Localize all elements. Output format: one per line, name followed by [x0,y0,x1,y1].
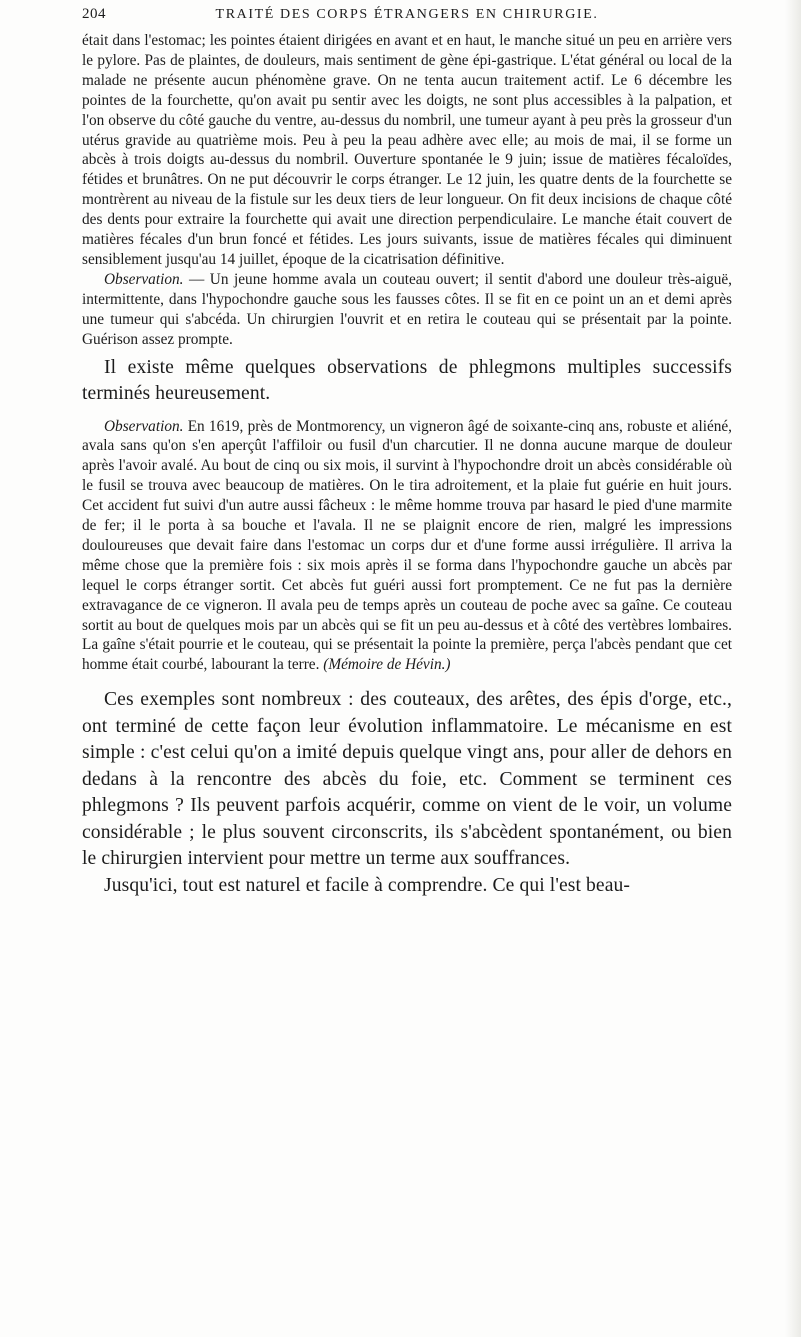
paragraph-examples: Ces exemples sont nombreux : des couteaux, des arêtes, des épis d'orge, etc., ont terminé de cette façon leur évolution inflammatoire. Le mécanisme en est simple : c'est celui qu'on a imité depuis quelque vingt ans, pour aller de dehors en dedans à la rencontre des abcès du foie, etc. Comment se terminent ces phlegmons ? Ils peuvent parfois acquérir, comme on vient de le voir, un volume considérable ; le plus souvent circonscrits, ils s'abcèdent spontanément, ou bien le chirurgien intervient pour mettre un terme aux souffrances. [82,689,732,870]
running-head [82,4,732,30]
paragraph-continuation: Jusqu'ici, tout est naturel et facile à comprendre. Ce qui l'est beau- [104,874,631,896]
paragraph-multiple-phlegmons: Il existe même quelques observations de phlegmons multiples successifs terminés heureusement. [82,356,732,404]
page-number: 204 [82,6,106,22]
running-title: TRAITÉ DES CORPS ÉTRANGERS EN CHIRURGIE. [215,7,599,22]
paragraph-fork-case: était dans l'estomac; les pointes étaient dirigées en avant et en haut, le manche situé un peu en arrière vers le pylore. Pas de plaintes, de douleurs, mais sentiment de gène épi-gastrique. L'état général ou local de la malade ne présente aucun phénomène grave. On ne tenta aucun traitement actif. Le 6 décembre les pointes de la fourchette, qu'on avait pu sentir avec les doigts, ne sont plus accessibles à la palpation, et l'on observe du côté gauche du ventre, au-dessus du nombril, une tumeur ayant à peu près la grosseur d'un utérus gravide au quatrième mois. Peu à peu la peau adhère avec elle; au mois de mai, il se forme un abcès à trois doigts au-dessus du nombril. Ouverture spontanée le 9 juin; issue de matières fécaloïdes, fétides et brunâtres. On ne put découvrir le corps étranger. Le 12 juin, les quatre dents de la fourchette se montrèrent au niveau de la fistule sur les deux tiers de leur longueur. On fit deux incisions de chaque côté des dents pour extraire la fourchette qui avait une direction perpendiculaire. Le manche était couvert de matières fécales d'un brun foncé et fétides. Les jours suivants, issue de matières fécales qui diminuent sensiblement jusqu'au 14 juillet, époque de la cicatrisation définitive. [82,32,732,268]
observation-label: Observation. [104,417,184,435]
source-reference: (Mémoire de Hévin.) [323,656,451,674]
body-text [82,31,732,899]
paragraph-knife-observation [82,270,732,350]
page-edge-shadow [785,0,801,1337]
paragraph-vigneron-observation [82,417,732,676]
observation-text: — Un jeune homme avala un couteau ouvert; il sentit d'abord une douleur très-aiguë, intermittente, dans l'hypochondre gauche sous les fausses côtes. Il se fit en ce point un an et demi après une tumeur qui s'abcéda. Un chirurgien l'ouvrit et en retira le couteau qui se présentait par la pointe. Guérison assez prompte. [82,270,732,348]
observation-text: En 1619, près de Montmorency, un vigneron âgé de soixante-cinq ans, robuste et aliéné, avala sans qu'on s'en aperçût l'affiloir ou fusil d'un charcutier. Il ne donna aucune marque de douleur après l'avoir avalé. Au bout de cinq ou six mois, il survint à l'hypochondre droit un abcès considérable où le fusil se trouva avec beaucoup de matières. On le tira adroitement, et la plaie fut guérie en huit jours. Cet accident fut suivi d'un autre aussi fâcheux : le même homme trouva par hasard le pied d'une marmite de fer; il le porta à sa bouche et l'avala. Il ne se plaignit encore de rien, malgré les impressions douloureuses que devait faire dans l'estomac un corps dur et d'une forme aussi irrégulière. Il arriva la même chose que la première fois : six mois après il se forma dans l'hypochondre gauche un abcès par lequel le corps étranger sortit. Cet abcès fut guéri aussi fort promptement. Ce ne fut pas la dernière extravagance de ce vigneron. Il avala peu de temps après un couteau de poche avec sa gaîne. Ce couteau sortit au bout de quelques mois par un abcès qui se fit un peu au-dessus et à côté des vertèbres lombaires. La gaîne s'était pourrie et le couteau, qui se présentait la pointe la première, perça l'abcès pendant que cet homme était courbé, labourant la terre. [82,417,732,674]
observation-label: Observation. [104,270,184,288]
